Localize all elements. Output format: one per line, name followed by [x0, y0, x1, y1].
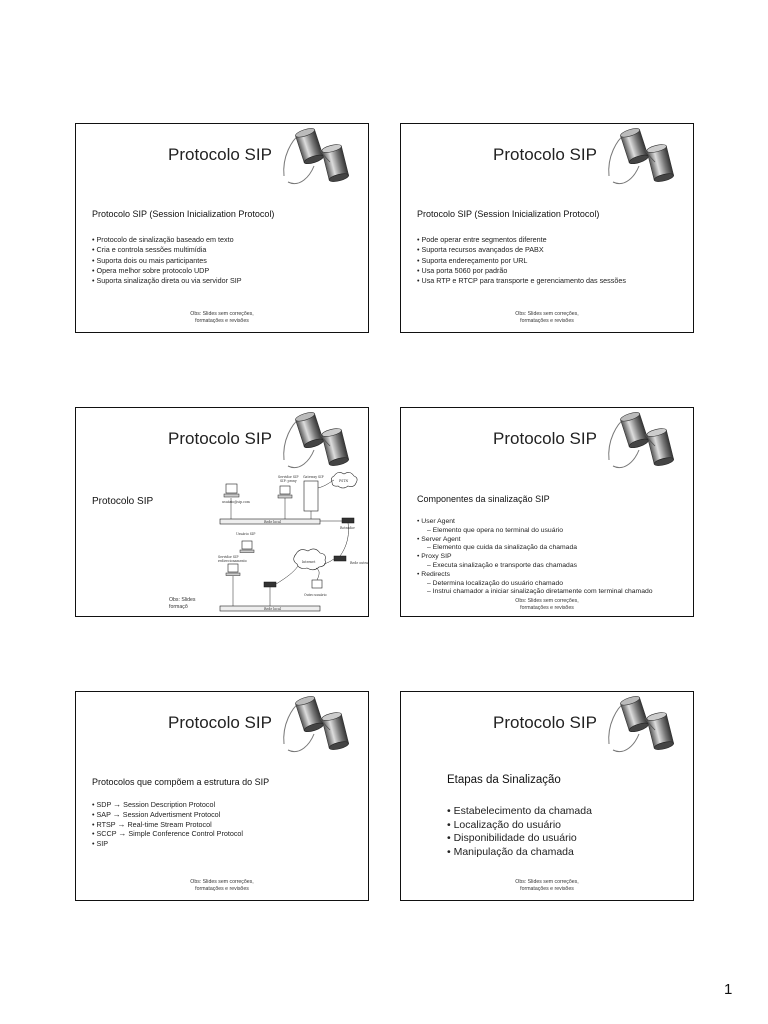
slide-3 [75, 407, 369, 617]
component-detail: – Executa sinalização e transporte das chamadas [417, 562, 653, 571]
footer-line: Obs: Slides sem correções, [515, 598, 579, 604]
arrow-right-icon: → [117, 819, 126, 829]
component-detail: – Elemento que opera no terminal do usuário [417, 527, 653, 536]
slide-title: Protocolo SIP [493, 429, 597, 448]
bullet-item: • Usa RTP e RTCP para transporte e gerenciamento das sessões [417, 276, 626, 286]
component-detail: – Elemento que cuida da sinalização da chamada [417, 544, 653, 553]
protocol-item [92, 810, 243, 820]
slide-subtitle: Protocolo SIP (Session Inicialization Protocol) [92, 209, 275, 219]
bullet-list [417, 235, 626, 286]
slide-title: Protocolo SIP [168, 429, 272, 448]
slide-footer [169, 597, 196, 611]
arrow-right-icon: → [113, 800, 122, 809]
diagram-label: Internet [302, 560, 316, 564]
footer-line: formatações e revisões [520, 605, 574, 611]
component-item: • Proxy SIP [417, 553, 653, 562]
protocol-name: SDP [96, 800, 112, 809]
footer-line: formatações e revisões [195, 886, 249, 892]
router-icon [334, 556, 346, 561]
component-list [417, 518, 653, 597]
slide-title: Protocolo SIP [168, 713, 272, 732]
protocol-desc: Real-time Stream Protocol [127, 819, 212, 829]
diagram-label: PSTN [339, 479, 349, 483]
protocol-desc: Simple Conference Control Protocol [128, 829, 244, 839]
component-item: • Redirects [417, 571, 653, 580]
server-icon [228, 564, 238, 572]
protocol-name: SAP [96, 809, 111, 819]
diagram-label: SIP: proxy [280, 479, 297, 483]
slide-footer [76, 879, 368, 893]
footer-line: formaçõ [169, 604, 188, 610]
tin-can-phone-icon [280, 694, 364, 758]
tin-can-phone-icon [605, 694, 689, 758]
diagram-label: Outro usuário [304, 593, 327, 597]
bullet-item: • Suporta sinalização direta ou via servidor SIP [92, 276, 242, 286]
protocol-item [92, 800, 243, 810]
slide-footer [401, 879, 693, 893]
diagram-label: Rede local [264, 607, 281, 611]
bullet-item: • Opera melhor sobre protocolo UDP [92, 266, 242, 276]
slide-subtitle: Protocolos que compõem a estrutura do SIP [92, 777, 270, 787]
tin-can-phone-icon [605, 126, 689, 190]
bullet-item: • Disponibilidade do usuário [447, 832, 592, 846]
bullet-list [92, 235, 242, 286]
slide-subtitle: Etapas da Sinalização [447, 774, 561, 786]
diagram-label: usuário@sip.com [222, 500, 250, 504]
diagram-label: Gateway SIP [303, 475, 324, 479]
gateway-icon [304, 481, 318, 511]
protocol-name: SCCP [96, 829, 117, 839]
protocol-item [92, 820, 243, 830]
bullet-item: • Manipulação da chamada [447, 846, 592, 860]
diagram-label: Servidor SIP [278, 475, 299, 479]
slide-subtitle: Protocolo SIP (Session Inicialization Protocol) [417, 209, 600, 219]
diagram-label: Rede outra [350, 561, 368, 565]
slide-5 [75, 691, 369, 901]
footer-line: formatações e revisões [520, 886, 574, 892]
tin-can-phone-icon [280, 126, 364, 190]
bullet-item: • Usa porta 5060 por padrão [417, 266, 626, 276]
protocol-desc: Session Advertisment Protocol [122, 809, 221, 819]
bullet-item: • Suporta dois ou mais participantes [92, 256, 242, 266]
slide-4 [400, 407, 694, 617]
sip-network-diagram [216, 468, 366, 616]
diagram-label: Servidor SIP [218, 555, 239, 559]
footer-line: Obs: Slides sem correções, [515, 311, 579, 317]
bullet-item: • Localização do usuário [447, 819, 592, 833]
tin-can-phone-icon [280, 410, 364, 474]
footer-line: formatações e revisões [195, 318, 249, 324]
component-detail: – Instrui chamador a iniciar sinalização diretamente com terminal chamado [417, 588, 653, 597]
footer-line: Obs: Slides sem correções, [190, 879, 254, 885]
component-detail: – Determina localização do usuário chamado [417, 580, 653, 589]
computer-icon [242, 541, 252, 549]
diagram-label: Roteador [340, 526, 355, 530]
slide-footer [76, 311, 368, 325]
protocol-item [92, 839, 243, 849]
slide-subtitle: Componentes da sinalização SIP [417, 494, 550, 504]
protocol-name: SIP [96, 839, 109, 849]
diagram-label: redirecionamento [218, 559, 247, 563]
bullet-item: • Cria e controla sessões multimídia [92, 245, 242, 255]
protocol-item [92, 829, 243, 839]
bullet-item: • Suporta endereçamento por URL [417, 256, 626, 266]
footer-line: Obs: Slides [169, 597, 196, 603]
protocol-name: RTSP [96, 819, 116, 829]
protocol-desc: Session Description Protocol [123, 800, 216, 809]
slide-title: Protocolo SIP [168, 145, 272, 164]
router-icon [264, 582, 276, 587]
bullet-list [447, 805, 592, 859]
router-icon [342, 518, 354, 523]
bullet-item: • Estabelecimento da chamada [447, 805, 592, 819]
protocol-list [92, 800, 243, 849]
slide-footer [401, 311, 693, 325]
bullet-item: • Suporta recursos avançados de PABX [417, 245, 626, 255]
server-icon [280, 486, 290, 494]
slide-title: Protocolo SIP [493, 145, 597, 164]
computer-icon [226, 484, 237, 493]
page-number: 1 [724, 981, 733, 998]
footer-line: Obs: Slides sem correções, [190, 311, 254, 317]
slide-6 [400, 691, 694, 901]
computer-icon [312, 580, 322, 588]
slide-subtitle: Protocolo SIP [92, 496, 154, 507]
component-item: • User Agent [417, 518, 653, 527]
component-item: • Server Agent [417, 536, 653, 545]
footer-line: Obs: Slides sem correções, [515, 879, 579, 885]
slide-2 [400, 123, 694, 333]
bullet-item: • Pode operar entre segmentos diferente [417, 235, 626, 245]
diagram-label: Rede local [264, 520, 281, 524]
arrow-right-icon: → [112, 809, 121, 819]
arrow-right-icon: → [118, 829, 127, 839]
footer-line: formatações e revisões [520, 318, 574, 324]
diagram-label: Usuário SIP [236, 532, 256, 536]
tin-can-phone-icon [605, 410, 689, 474]
slide-title: Protocolo SIP [493, 713, 597, 732]
slide-1 [75, 123, 369, 333]
bullet-item: • Protocolo de sinalização baseado em texto [92, 235, 242, 245]
slide-footer [401, 598, 693, 612]
